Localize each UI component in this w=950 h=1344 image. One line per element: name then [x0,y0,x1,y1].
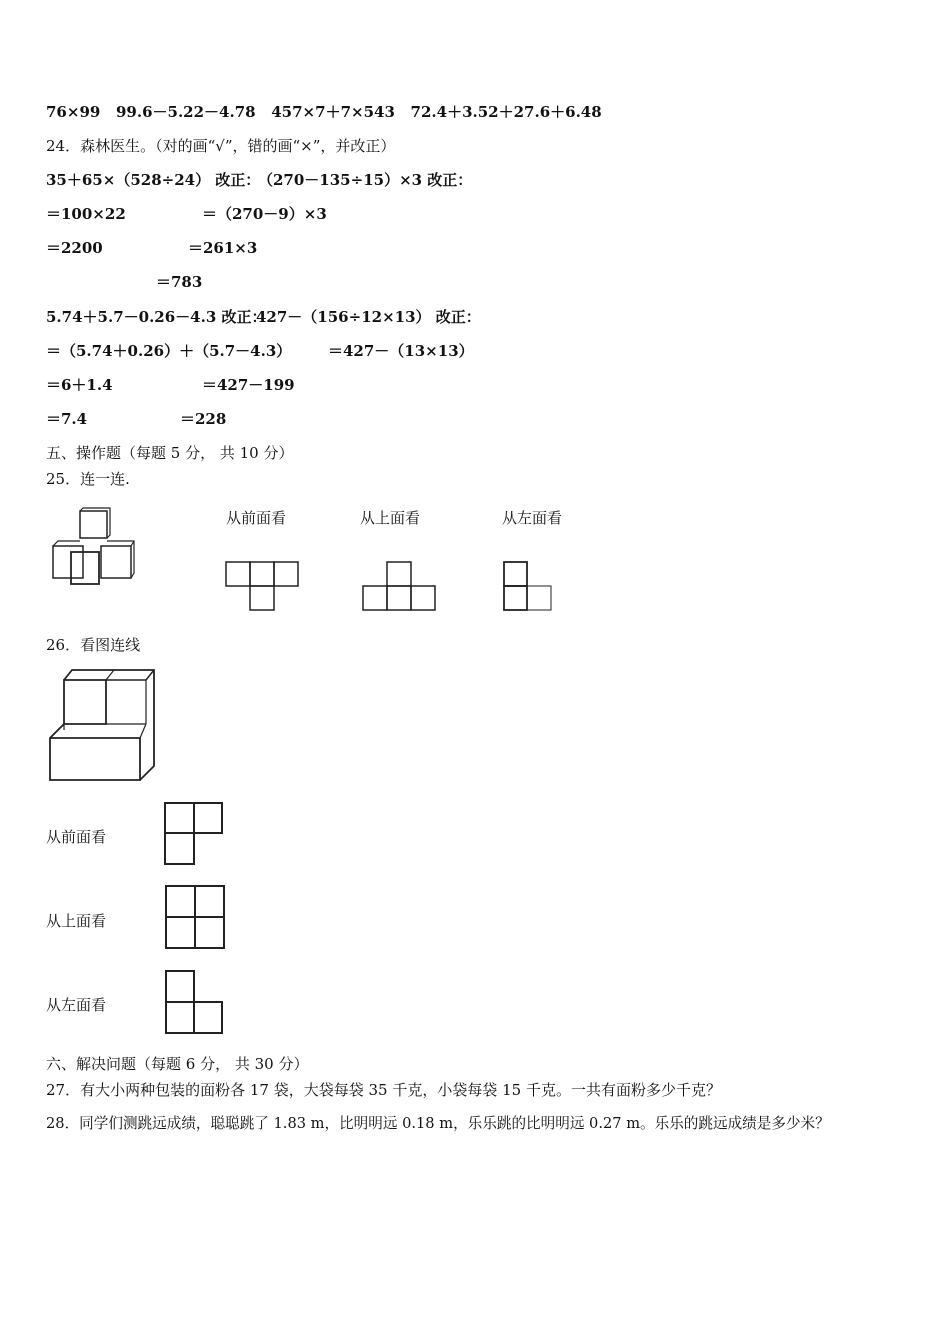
q25-label-top: 从上面看 [360,509,421,527]
calc-2-step-3: ＝783 [156,273,203,291]
q26-label-top: 从上面看 [46,912,107,930]
calc-4-problem: 427－（156÷12×13） 改正： [256,308,481,326]
question-25: 25．连一连. [46,470,130,488]
q26-view-left [165,970,225,1036]
calc-3-problem: 5.74＋5.7－0.26－4.3 改正： [46,308,267,326]
calc-2-problem: （270－135÷15）×3 改正： [258,171,473,189]
q26-label-front: 从前面看 [46,828,107,846]
calc-1-step-1: ＝100×22 [46,205,126,223]
q25-label-left: 从左面看 [502,509,563,527]
question-28: 28．同学们测跳远成绩，聪聪跳了 1.83 m，比明明远 0.18 m，乐乐跳的比明明远 0.27 m。乐乐的跳远成绩是多少米？ [46,1115,830,1132]
calc-4-step-2: ＝427－199 [202,376,295,394]
q26-label-left: 从左面看 [46,996,107,1014]
calc-2-step-2: ＝261×3 [188,239,258,257]
q26-solid-figure [46,668,158,784]
calc-3-step-2: ＝6＋1.4 [46,376,113,394]
calc-3-step-3: ＝7.4 [46,410,88,428]
q25-view-l-shape [504,562,556,612]
q25-view-t-shape [226,562,302,612]
calc-2-step-1: ＝（270－9）×3 [202,205,327,223]
q26-view-top [165,885,227,951]
calc-1-problem: 35＋65×（528÷24） 改正： [46,171,261,189]
section-6-title: 六、解决问题（每题 6 分， 共 30 分） [46,1055,309,1073]
calc-4-step-1: ＝427－（13×13） [328,342,474,360]
q25-solid-figure [50,508,136,584]
question-24: 24．森林医生。（对的画“√”，错的画“×”，并改正） [46,137,396,155]
q25-label-front: 从前面看 [226,509,287,527]
calc-3-step-1: ＝（5.74＋0.26）＋（5.7－4.3） [46,342,292,360]
q26-view-front [164,802,224,866]
expression-row: 76×99 99.6－5.22－4.78 457×7＋7×543 72.4＋3.52＋27.6＋6.48 [46,103,602,121]
question-27: 27．有大小两种包装的面粉各 17 袋，大袋每袋 35 千克，小袋每袋 15 千克。一共有面粉多少千克？ [46,1081,721,1099]
calc-1-step-2: ＝2200 [46,239,103,257]
calc-4-step-3: ＝228 [180,410,227,428]
question-26: 26．看图连线 [46,636,141,654]
q25-view-inverted-t [363,562,439,612]
section-5-title: 五、操作题（每题 5 分， 共 10 分） [46,444,294,462]
